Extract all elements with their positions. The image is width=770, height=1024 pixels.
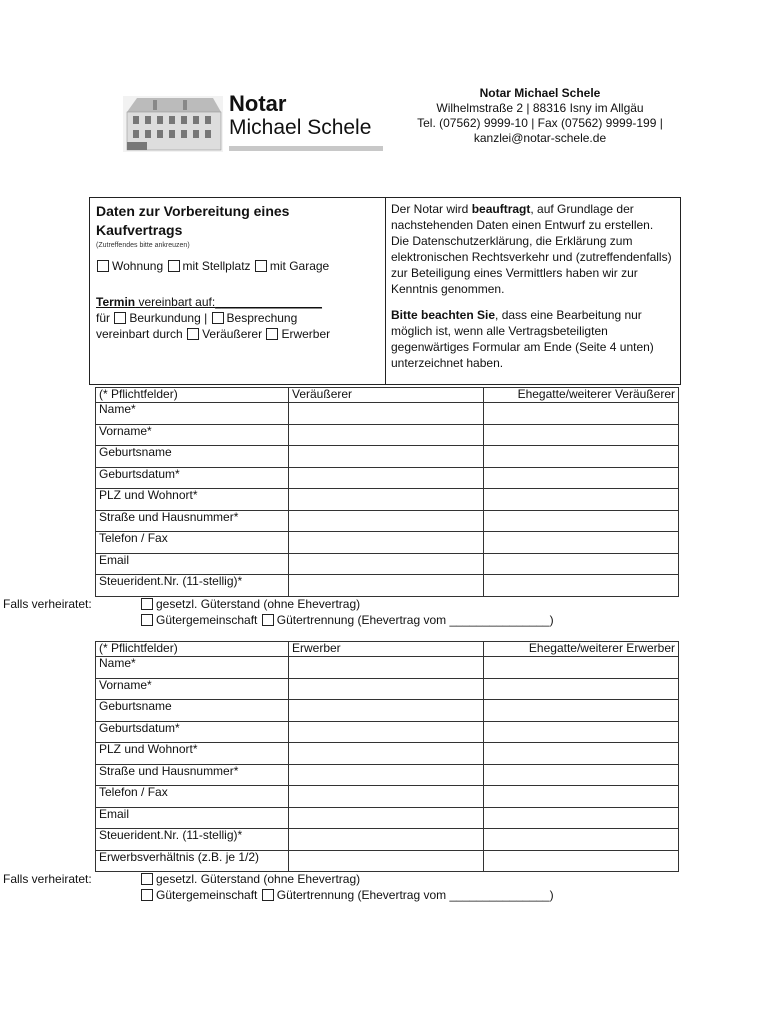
address-phone: Tel. (07562) 9999-10 | Fax (07562) 9999-199 | — [417, 116, 663, 130]
seller-row-label: PLZ und Wohnort* — [96, 489, 289, 511]
checkbox-veraeusserer[interactable] — [187, 328, 199, 340]
termin-line — [96, 294, 381, 310]
buyer-checkbox-gesetzl[interactable] — [141, 873, 153, 885]
seller-spouse-field[interactable] — [484, 467, 679, 489]
buyer-header-buyer: Erwerber — [289, 642, 484, 657]
address-street: Wilhelmstraße 2 | 88316 Isny im Allgäu — [436, 101, 644, 115]
seller-primary-field[interactable] — [289, 532, 484, 554]
buyer-spouse-field[interactable] — [484, 657, 679, 679]
intro-left — [96, 202, 381, 342]
form-heading-line1: Daten zur Vorbereitung eines — [96, 203, 290, 219]
buyer-row — [96, 657, 679, 679]
buyer-primary-field[interactable] — [289, 829, 484, 851]
checkbox-beurkundung[interactable] — [114, 312, 126, 324]
seller-option-guetertrennung: Gütertrennung (Ehevertrag vom _______________) — [276, 613, 554, 627]
logo-building-image — [123, 92, 223, 152]
buyer-spouse-field[interactable] — [484, 743, 679, 765]
buyer-spouse-field[interactable] — [484, 829, 679, 851]
seller-checkbox-guetertrennung[interactable] — [262, 614, 274, 626]
buyer-primary-field[interactable] — [289, 764, 484, 786]
buyer-spouse-field[interactable] — [484, 807, 679, 829]
seller-checkbox-guetergemeinschaft[interactable] — [141, 614, 153, 626]
seller-spouse-field[interactable] — [484, 510, 679, 532]
seller-row — [96, 446, 679, 468]
seller-row-label: Straße und Hausnummer* — [96, 510, 289, 532]
seller-row — [96, 489, 679, 511]
option-veraeusserer: Veräußerer — [202, 327, 263, 341]
option-besprechung: Besprechung — [226, 311, 298, 325]
seller-row-label: Geburtsdatum* — [96, 467, 289, 489]
buyer-primary-field[interactable] — [289, 786, 484, 808]
buyer-checkbox-guetergemeinschaft[interactable] — [141, 889, 153, 901]
seller-row-label: Vorname* — [96, 424, 289, 446]
seller-spouse-field[interactable] — [484, 446, 679, 468]
buyer-primary-field[interactable] — [289, 678, 484, 700]
seller-header-spouse: Ehegatte/weiterer Veräußerer — [484, 388, 679, 403]
seller-primary-field[interactable] — [289, 510, 484, 532]
seller-primary-field[interactable] — [289, 575, 484, 597]
option-stellplatz: mit Stellplatz — [182, 259, 251, 273]
buyer-checkbox-guetertrennung[interactable] — [262, 889, 274, 901]
buyer-row — [96, 850, 679, 872]
seller-table — [95, 387, 679, 597]
address-block — [395, 86, 685, 146]
seller-spouse-field[interactable] — [484, 424, 679, 446]
buyer-header-required: (* Pflichtfelder) — [96, 642, 289, 657]
seller-row-label: Steuerident.Nr. (11-stellig)* — [96, 575, 289, 597]
seller-option-guetergemeinschaft: Gütergemeinschaft — [156, 613, 258, 627]
vereinbart-label: vereinbart durch — [96, 327, 183, 341]
address-email: kanzlei@notar-schele.de — [473, 131, 607, 145]
buyer-row — [96, 678, 679, 700]
buyer-row — [96, 764, 679, 786]
buyer-spouse-field[interactable] — [484, 678, 679, 700]
buyer-row-label: Steuerident.Nr. (11-stellig)* — [96, 829, 289, 851]
option-beurkundung: Beurkundung | — [129, 311, 208, 325]
intro-right — [391, 201, 673, 371]
vereinbart-line — [96, 326, 381, 342]
seller-primary-field[interactable] — [289, 403, 484, 425]
seller-row-label: Name* — [96, 403, 289, 425]
property-options — [96, 258, 381, 274]
notice-paragraph — [391, 307, 673, 371]
buyer-marital-options — [140, 871, 554, 903]
option-erwerber: Erwerber — [281, 327, 331, 341]
mandate-paragraph — [391, 201, 673, 297]
seller-marital-label: Falls verheiratet: — [3, 597, 92, 611]
seller-spouse-field[interactable] — [484, 403, 679, 425]
seller-spouse-field[interactable] — [484, 489, 679, 511]
seller-row — [96, 467, 679, 489]
seller-row — [96, 403, 679, 425]
seller-spouse-field[interactable] — [484, 532, 679, 554]
termin-label: Termin — [96, 295, 136, 309]
buyer-row-label: PLZ und Wohnort* — [96, 743, 289, 765]
termin-text: vereinbart auf: — [135, 295, 216, 309]
seller-primary-field[interactable] — [289, 446, 484, 468]
seller-primary-field[interactable] — [289, 489, 484, 511]
buyer-primary-field[interactable] — [289, 743, 484, 765]
buyer-spouse-field[interactable] — [484, 786, 679, 808]
buyer-row — [96, 743, 679, 765]
form-heading-line2: Kaufvertrags — [96, 222, 183, 238]
seller-marital-options — [140, 596, 554, 628]
buyer-primary-field[interactable] — [289, 807, 484, 829]
seller-row — [96, 532, 679, 554]
seller-primary-field[interactable] — [289, 467, 484, 489]
buyer-marital-label: Falls verheiratet: — [3, 872, 92, 886]
buyer-row-label: Erwerbsverhältnis (z.B. je 1/2) — [96, 850, 289, 872]
seller-checkbox-gesetzl[interactable] — [141, 598, 153, 610]
buyer-row — [96, 700, 679, 722]
buyer-primary-field[interactable] — [289, 721, 484, 743]
seller-row — [96, 575, 679, 597]
buyer-option-gesetzl: gesetzl. Güterstand (ohne Ehevertrag) — [156, 872, 361, 886]
checkbox-erwerber[interactable] — [266, 328, 278, 340]
mandate-text-c: , auf Grundlage der nachstehenden Daten einen Entwurf zu erstellen. Die Datenschutzerklärung, die Erklärung zum elektronischen Rechtsverkehr und (zutreffendenfalls) zur Beteiligung eines Vermittlers haben wir zur Kenntnis genommen. — [391, 202, 672, 296]
seller-row-label: Email — [96, 553, 289, 575]
buyer-primary-field[interactable] — [289, 700, 484, 722]
buyer-header-spouse: Ehegatte/weiterer Erwerber — [484, 642, 679, 657]
seller-header-required: (* Pflichtfelder) — [96, 388, 289, 403]
buyer-spouse-field[interactable] — [484, 721, 679, 743]
buyer-row-label: Geburtsname — [96, 700, 289, 722]
seller-row — [96, 553, 679, 575]
logo-subtitle: Michael Schele — [229, 116, 372, 139]
buyer-header-row — [96, 642, 679, 657]
checkbox-garage[interactable] — [255, 260, 267, 272]
checkbox-stellplatz[interactable] — [168, 260, 180, 272]
option-garage: mit Garage — [269, 259, 330, 273]
buyer-row — [96, 807, 679, 829]
seller-row-label: Telefon / Fax — [96, 532, 289, 554]
seller-row — [96, 510, 679, 532]
buyer-spouse-field[interactable] — [484, 850, 679, 872]
seller-row — [96, 424, 679, 446]
fuer-label: für — [96, 311, 111, 325]
seller-spouse-field[interactable] — [484, 575, 679, 597]
buyer-primary-field[interactable] — [289, 850, 484, 872]
seller-row-label: Geburtsname — [96, 446, 289, 468]
buyer-row-label: Vorname* — [96, 678, 289, 700]
buyer-option-guetergemeinschaft: Gütergemeinschaft — [156, 888, 258, 902]
buyer-row-label: Email — [96, 807, 289, 829]
seller-option-gesetzl: gesetzl. Güterstand (ohne Ehevertrag) — [156, 597, 361, 611]
buyer-option-guetertrennung: Gütertrennung (Ehevertrag vom _______________) — [276, 888, 554, 902]
buyer-primary-field[interactable] — [289, 657, 484, 679]
buyer-row-label: Telefon / Fax — [96, 786, 289, 808]
buyer-row — [96, 829, 679, 851]
buyer-spouse-field[interactable] — [484, 764, 679, 786]
seller-header-seller: Veräußerer — [289, 388, 484, 403]
buyer-row-label: Straße und Hausnummer* — [96, 764, 289, 786]
buyer-row — [96, 786, 679, 808]
hint-text: (Zutreffendes bitte ankreuzen) — [96, 242, 190, 249]
mandate-text-bold: beauftragt — [471, 202, 531, 216]
seller-primary-field[interactable] — [289, 553, 484, 575]
buyer-spouse-field[interactable] — [484, 700, 679, 722]
checkbox-wohnung[interactable] — [97, 260, 109, 272]
termin-blank[interactable]: ________________ — [215, 295, 322, 309]
intro-divider — [385, 198, 386, 384]
seller-primary-field[interactable] — [289, 424, 484, 446]
notice-text: , dass eine Bearbeitung nur möglich ist, wenn alle Vertragsbeteiligten gegenwärtiges Formular am Ende (Seite 4 unten) unterzeichnet haben. — [391, 308, 654, 370]
buyer-row — [96, 721, 679, 743]
fuer-line — [96, 310, 381, 326]
buyer-row-label: Geburtsdatum* — [96, 721, 289, 743]
seller-header-row — [96, 388, 679, 403]
buyer-row-label: Name* — [96, 657, 289, 679]
notice-text-bold: Bitte beachten Sie — [391, 308, 496, 322]
address-name: Notar Michael Schele — [479, 86, 601, 100]
checkbox-besprechung[interactable] — [212, 312, 224, 324]
mandate-text-a: Der Notar wird — [391, 202, 472, 216]
seller-spouse-field[interactable] — [484, 553, 679, 575]
logo-title: Notar — [229, 91, 287, 116]
option-wohnung: Wohnung — [112, 259, 164, 273]
logo-underline — [229, 146, 383, 151]
buyer-table — [95, 641, 679, 872]
